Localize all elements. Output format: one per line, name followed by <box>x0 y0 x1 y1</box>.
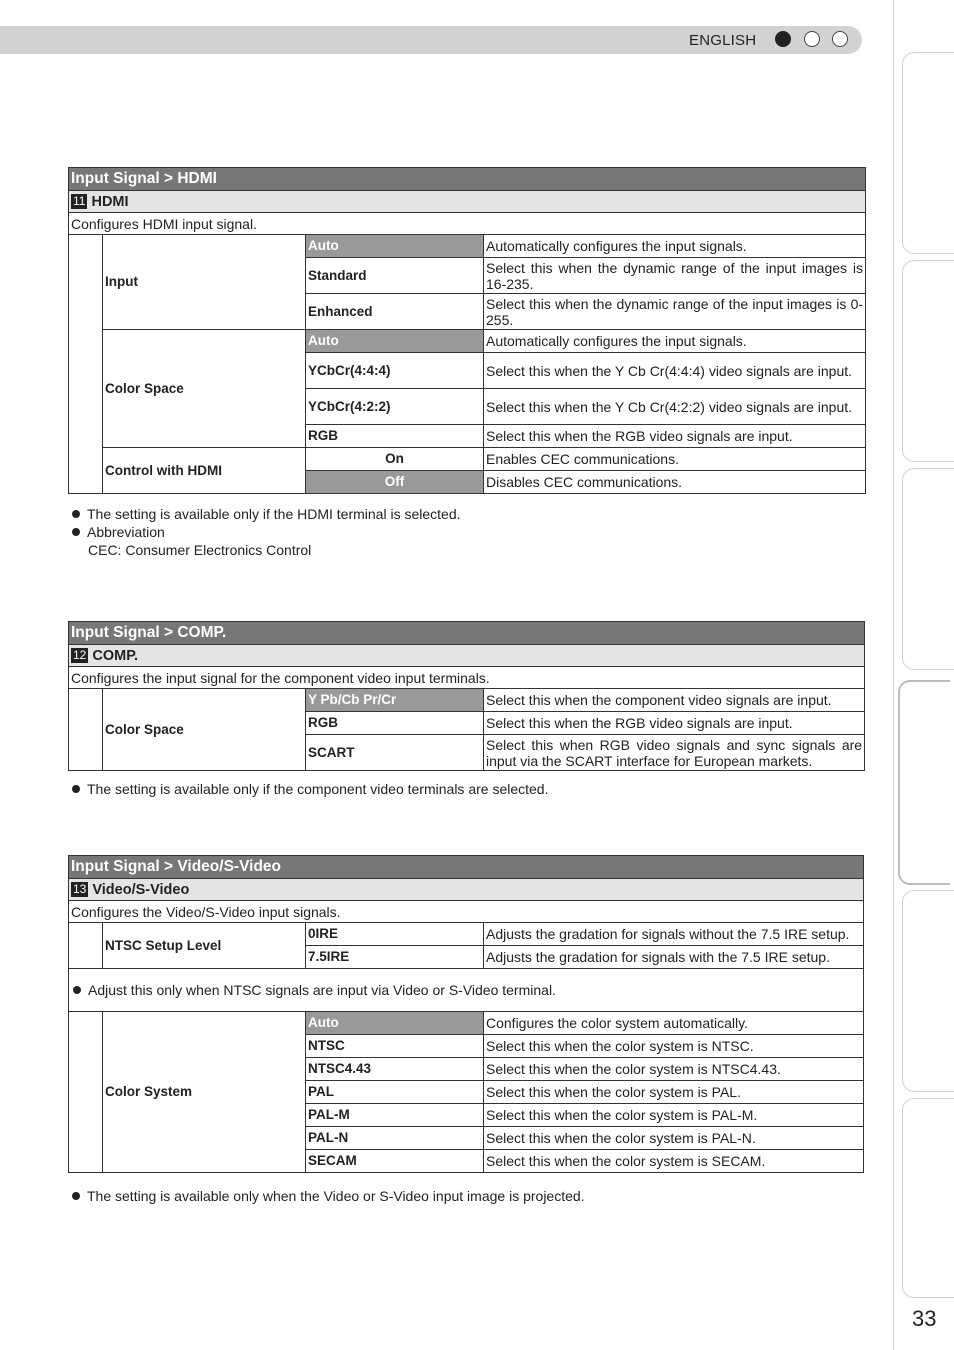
option: PAL-M <box>306 1104 484 1127</box>
option-desc: Select this when the color system is NTSC4.43. <box>484 1058 864 1081</box>
note-text: Abbreviation <box>87 524 165 540</box>
option-desc: Select this when the dynamic range of the input images is 0-255. <box>484 294 866 330</box>
indent-cell <box>69 689 103 771</box>
option-desc: Automatically configures the input signals. <box>484 235 866 258</box>
option: Standard <box>306 258 484 294</box>
option: On <box>306 448 484 471</box>
option-desc: Select this when the RGB video signals are input. <box>484 712 865 735</box>
option-desc: Select this when the dynamic range of the input images is 16-235. <box>484 258 866 294</box>
video-table <box>68 855 864 1173</box>
option: RGB <box>306 425 484 448</box>
index-tab <box>902 52 954 254</box>
option-desc: Select this when the Y Cb Cr(4:2:2) video signals are input. <box>484 389 866 425</box>
indent-cell <box>69 1012 103 1173</box>
option-desc: Adjusts the gradation for signals without the 7.5 IRE setup. <box>484 923 864 946</box>
option-desc: Select this when the component video signals are input. <box>484 689 865 712</box>
option-desc: Enables CEC communications. <box>484 448 866 471</box>
setting-label: Color System <box>103 1012 306 1173</box>
option: NTSC <box>306 1035 484 1058</box>
page-indicator-filled-icon <box>775 31 791 47</box>
bullet-icon <box>72 528 80 536</box>
index-tab <box>902 468 954 670</box>
section-title: Input Signal > COMP. <box>69 622 865 645</box>
option-default: Auto <box>306 330 484 353</box>
subtitle-text: COMP. <box>92 647 139 664</box>
setting-label: Color Space <box>103 330 306 448</box>
subtitle-text: HDMI <box>91 193 129 210</box>
option-default: Off <box>306 471 484 494</box>
section-description: Configures the Video/S-Video input signals. <box>69 901 864 923</box>
index-tab <box>902 260 954 462</box>
section-description: Configures the input signal for the component video input terminals. <box>69 667 865 689</box>
option-default: Auto <box>306 1012 484 1035</box>
note-item <box>72 505 461 523</box>
video-notes <box>72 1187 585 1205</box>
section-title: Input Signal > Video/S-Video <box>69 856 864 879</box>
item-number: 13 <box>73 881 87 896</box>
option-default: Y Pb/Cb Pr/Cr <box>306 689 484 712</box>
option: RGB <box>306 712 484 735</box>
comp-table <box>68 621 865 771</box>
note-text: The setting is available only when the Video or S-Video input image is projected. <box>87 1188 585 1204</box>
option-desc: Select this when the RGB video signals are input. <box>484 425 866 448</box>
section-description: Configures HDMI input signal. <box>69 213 866 235</box>
bullet-icon <box>72 1192 80 1200</box>
option-desc: Select this when the Y Cb Cr(4:4:4) video signals are input. <box>484 353 866 389</box>
section-subtitle <box>69 645 865 667</box>
index-tab <box>902 1098 954 1298</box>
option-desc: Select this when the color system is NTSC. <box>484 1035 864 1058</box>
note-detail: CEC: Consumer Electronics Control <box>88 542 312 558</box>
option-desc: Select this when the color system is PAL-N. <box>484 1127 864 1150</box>
index-tab-active <box>898 680 950 885</box>
hdmi-table <box>68 167 866 494</box>
setting-label: Control with HDMI <box>103 448 306 494</box>
note-item <box>72 1187 585 1205</box>
hdmi-notes <box>72 505 461 559</box>
subtitle-text: Video/S-Video <box>92 881 190 898</box>
option-desc: Select this when the color system is SECAM. <box>484 1150 864 1173</box>
note-item <box>72 780 548 798</box>
page-indicator-empty-icon <box>804 31 820 47</box>
option: SECAM <box>306 1150 484 1173</box>
option: PAL-N <box>306 1127 484 1150</box>
option: 0IRE <box>306 923 484 946</box>
item-number: 11 <box>73 193 86 208</box>
option: PAL <box>306 1081 484 1104</box>
option: Enhanced <box>306 294 484 330</box>
option-desc: Adjusts the gradation for signals with the 7.5 IRE setup. <box>484 946 864 969</box>
option: YCbCr(4:4:4) <box>306 353 484 389</box>
index-tab <box>902 890 954 1092</box>
option-desc: Disables CEC communications. <box>484 471 866 494</box>
setting-label: Input <box>103 235 306 330</box>
comp-notes <box>72 780 548 798</box>
indent-cell <box>69 235 103 494</box>
option-desc: Automatically configures the input signals. <box>484 330 866 353</box>
bullet-icon <box>72 785 80 793</box>
option-desc: Configures the color system automatically. <box>484 1012 864 1035</box>
option-desc: Select this when the color system is PAL-M. <box>484 1104 864 1127</box>
note-item <box>72 523 461 541</box>
bullet-icon <box>72 510 80 518</box>
note-text: The setting is available only if the component video terminals are selected. <box>87 781 549 797</box>
page-number: 33 <box>912 1306 937 1331</box>
language-label: ENGLISH <box>689 32 757 49</box>
option: YCbCr(4:2:2) <box>306 389 484 425</box>
option-desc: Select this when the color system is PAL. <box>484 1081 864 1104</box>
option: 7.5IRE <box>306 946 484 969</box>
option: SCART <box>306 735 484 771</box>
option-default: Auto <box>306 235 484 258</box>
inner-note <box>69 969 864 1012</box>
section-subtitle <box>69 191 866 213</box>
item-number: 12 <box>73 647 87 662</box>
option-desc: Select this when RGB video signals and sync signals are input via the SCART interface for European markets. <box>484 735 865 771</box>
bullet-icon <box>73 986 81 994</box>
indent-cell <box>69 923 103 969</box>
setting-label: NTSC Setup Level <box>103 923 306 969</box>
setting-label: Color Space <box>103 689 306 771</box>
page-indicator-empty-icon <box>832 31 848 47</box>
section-title: Input Signal > HDMI <box>69 168 866 191</box>
note-text: The setting is available only if the HDMI terminal is selected. <box>87 506 461 522</box>
section-subtitle <box>69 879 864 901</box>
note-text: Adjust this only when NTSC signals are input via Video or S-Video terminal. <box>88 982 556 998</box>
option: NTSC4.43 <box>306 1058 484 1081</box>
